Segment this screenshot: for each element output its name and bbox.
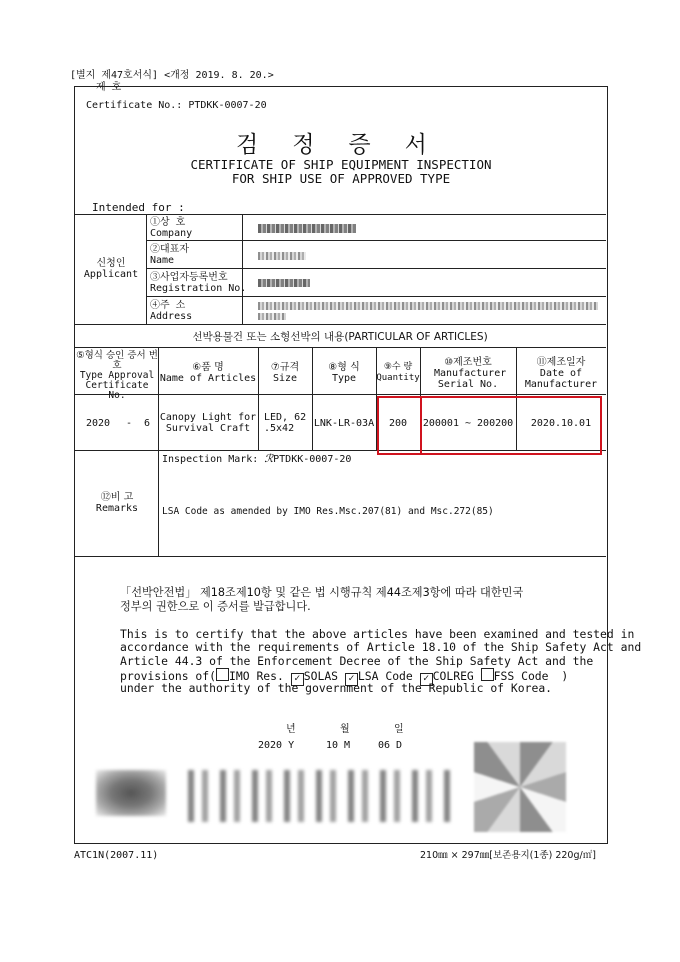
- divider: [146, 296, 606, 297]
- company-value-redacted: [258, 224, 356, 233]
- article-name-line1: Canopy Light for: [159, 412, 257, 423]
- statement-ko-line1: 「선박안전법」 제18조제10항 및 같은 법 시행규칙 제44조제3항에 따라 대한민국: [120, 586, 524, 599]
- checkbox-solas[interactable]: ✓: [291, 673, 304, 686]
- option-fss-label: FSS Code: [493, 669, 549, 683]
- checkbox-imo[interactable]: [216, 668, 229, 681]
- remarks-label-en: Remarks: [95, 503, 139, 514]
- footer-paper-spec: 210㎜ × 297㎜[보존용지(1종) 220g/㎡]: [420, 850, 596, 861]
- representative-label: [150, 244, 189, 266]
- checkbox-colreg[interactable]: ✓: [420, 673, 433, 686]
- certificate-no-ko: 제 호: [96, 82, 122, 93]
- divider: [158, 450, 159, 556]
- registration-label-en: Registration No.: [150, 283, 247, 294]
- applicant-label-en: Applicant: [83, 269, 139, 280]
- header-ko: ⑩제조번호: [444, 357, 492, 368]
- remarks-label: [76, 492, 158, 514]
- size-line1: LED, 62: [264, 412, 307, 423]
- divider: [146, 214, 147, 324]
- registration-label: [150, 272, 246, 294]
- header-type: [312, 362, 376, 384]
- header-en: Type: [331, 373, 357, 384]
- footer-form-code: ATC1N(2007.11): [74, 850, 159, 861]
- option-lsa-label: LSA Code: [357, 669, 413, 683]
- header-en: Quantity: [376, 373, 420, 383]
- header-date: [516, 357, 606, 390]
- remarks-label-ko: ⑫비 고: [100, 492, 134, 503]
- inspection-mark: [162, 453, 351, 465]
- lsa-code-text: LSA Code as amended by IMO Res.Msc.207(81) and Msc.272(85): [162, 506, 494, 517]
- date-month: 10 M: [326, 740, 351, 751]
- intended-for-label: Intended for :: [92, 201, 185, 214]
- cell-date: 2020.10.01: [530, 418, 592, 429]
- header-en: Type Approval Certificate No.: [79, 370, 155, 401]
- statement-ko-line2: 정부의 권한으로 이 증서를 발급합니다.: [120, 600, 311, 613]
- header-type-approval: [76, 351, 158, 401]
- address-label-ko: ④주 소: [150, 300, 186, 311]
- header-quantity: [376, 362, 420, 384]
- official-seal-redacted: [474, 742, 566, 832]
- certificate-number: Certificate No.: PTDKK-0007-20: [86, 100, 267, 111]
- option-solas-label: SOLAS: [303, 669, 339, 683]
- option-colreg-label: COLREG: [432, 669, 474, 683]
- company-label: [150, 217, 192, 239]
- representative-label-en: Name: [150, 255, 175, 266]
- divider: [242, 214, 243, 324]
- header-ko: ⑪제조일자: [536, 357, 586, 368]
- size-line2: .5x42: [264, 423, 295, 434]
- divider: [74, 324, 606, 325]
- title-english-line2: FOR SHIP USE OF APPROVED TYPE: [231, 171, 451, 186]
- cell-article-name: [158, 412, 258, 434]
- header-ko: ⑧형 식: [328, 362, 360, 373]
- form-number: [별지 제47호서식] <개정 2019. 8. 20.>: [70, 70, 274, 81]
- divider: [146, 240, 606, 241]
- representative-label-ko: ②대표자: [150, 244, 189, 255]
- cell-cert-num: 6: [144, 418, 151, 429]
- highlight-quantity: [377, 396, 422, 455]
- title-english-line1: CERTIFICATE OF SHIP EQUIPMENT INSPECTION: [190, 157, 492, 172]
- address-value-redacted-2: [258, 313, 286, 320]
- article-name-line2: Survival Craft: [165, 423, 251, 434]
- address-label-en: Address: [150, 311, 193, 322]
- provisions-close: ): [561, 669, 569, 683]
- company-label-en: Company: [150, 228, 193, 239]
- divider: [146, 268, 606, 269]
- kr-logo-icon: ℛ: [264, 452, 274, 465]
- date-ko-year: 년: [286, 724, 296, 735]
- checkbox-lsa[interactable]: ✓: [345, 673, 358, 686]
- checkbox-fss[interactable]: [481, 668, 494, 681]
- company-label-ko: ①상 호: [150, 217, 186, 228]
- highlight-serial-date: [420, 396, 602, 455]
- address-value-redacted: [258, 302, 598, 310]
- header-article-name: [158, 362, 258, 384]
- issuer-signature-redacted: [188, 770, 458, 822]
- cell-type: LNK-LR-03A: [313, 418, 375, 429]
- header-ko: ⑤형식 승인 증서 번호: [76, 350, 158, 371]
- statement-en-line1: This is to certify that the above articles have been examined and tested in: [120, 627, 635, 641]
- header-en: Manufacturer Serial No.: [434, 368, 507, 390]
- address-label: [150, 300, 192, 322]
- option-imo-label: IMO Res.: [229, 669, 284, 683]
- divider: [74, 347, 606, 348]
- header-en: Size: [272, 373, 298, 384]
- header-ko: ⑦규격: [270, 362, 300, 373]
- header-en: Name of Articles: [159, 373, 257, 384]
- registration-value-redacted: [258, 279, 310, 287]
- header-serial: [420, 357, 516, 390]
- header-ko: ⑥품 명: [192, 362, 224, 373]
- date-ko-month: 월: [340, 724, 350, 735]
- header-ko: ⑨수 량: [383, 362, 413, 372]
- statement-en-line3: Article 44.3 of the Enforcement Decree of the Ship Safety Act and the: [120, 654, 594, 668]
- applicant-section-label: [76, 258, 146, 280]
- cell-quantity: 200: [388, 418, 408, 429]
- provisions-label: provisions of(: [120, 669, 217, 683]
- title-korean: 검정증서: [236, 132, 461, 158]
- name-value-redacted: [258, 252, 306, 260]
- registration-label-ko: ③사업자등록번호: [150, 272, 228, 283]
- header-en: Date of Manufacturer: [524, 368, 598, 390]
- title-english: [74, 158, 608, 186]
- date-year: 2020 Y: [258, 740, 295, 751]
- cell-serial: 200001 ~ 200200: [422, 418, 514, 429]
- issuer-logo-redacted: [96, 770, 166, 816]
- applicant-label-ko: 신청인: [96, 258, 126, 269]
- cell-cert-year: 2020: [86, 418, 111, 429]
- cell-cert-dash: -: [126, 418, 133, 429]
- inspection-mark-value: PTDKK-0007-20: [273, 454, 352, 465]
- divider: [74, 214, 606, 215]
- date-ko-day: 일: [394, 724, 404, 735]
- divider: [74, 556, 606, 557]
- statement-en-line5: under the authority of the government of the Republic of Korea.: [120, 681, 553, 695]
- inspection-mark-label: Inspection Mark:: [162, 454, 259, 465]
- date-day: 06 D: [378, 740, 403, 751]
- articles-section-title: 선박용물건 또는 소형선박의 내용(PARTICULAR OF ARTICLES): [192, 331, 488, 343]
- statement-en-line2: accordance with the requirements of Article 18.10 of the Ship Safety Act and: [120, 640, 642, 654]
- header-size: [258, 362, 312, 384]
- cell-size: [264, 412, 306, 434]
